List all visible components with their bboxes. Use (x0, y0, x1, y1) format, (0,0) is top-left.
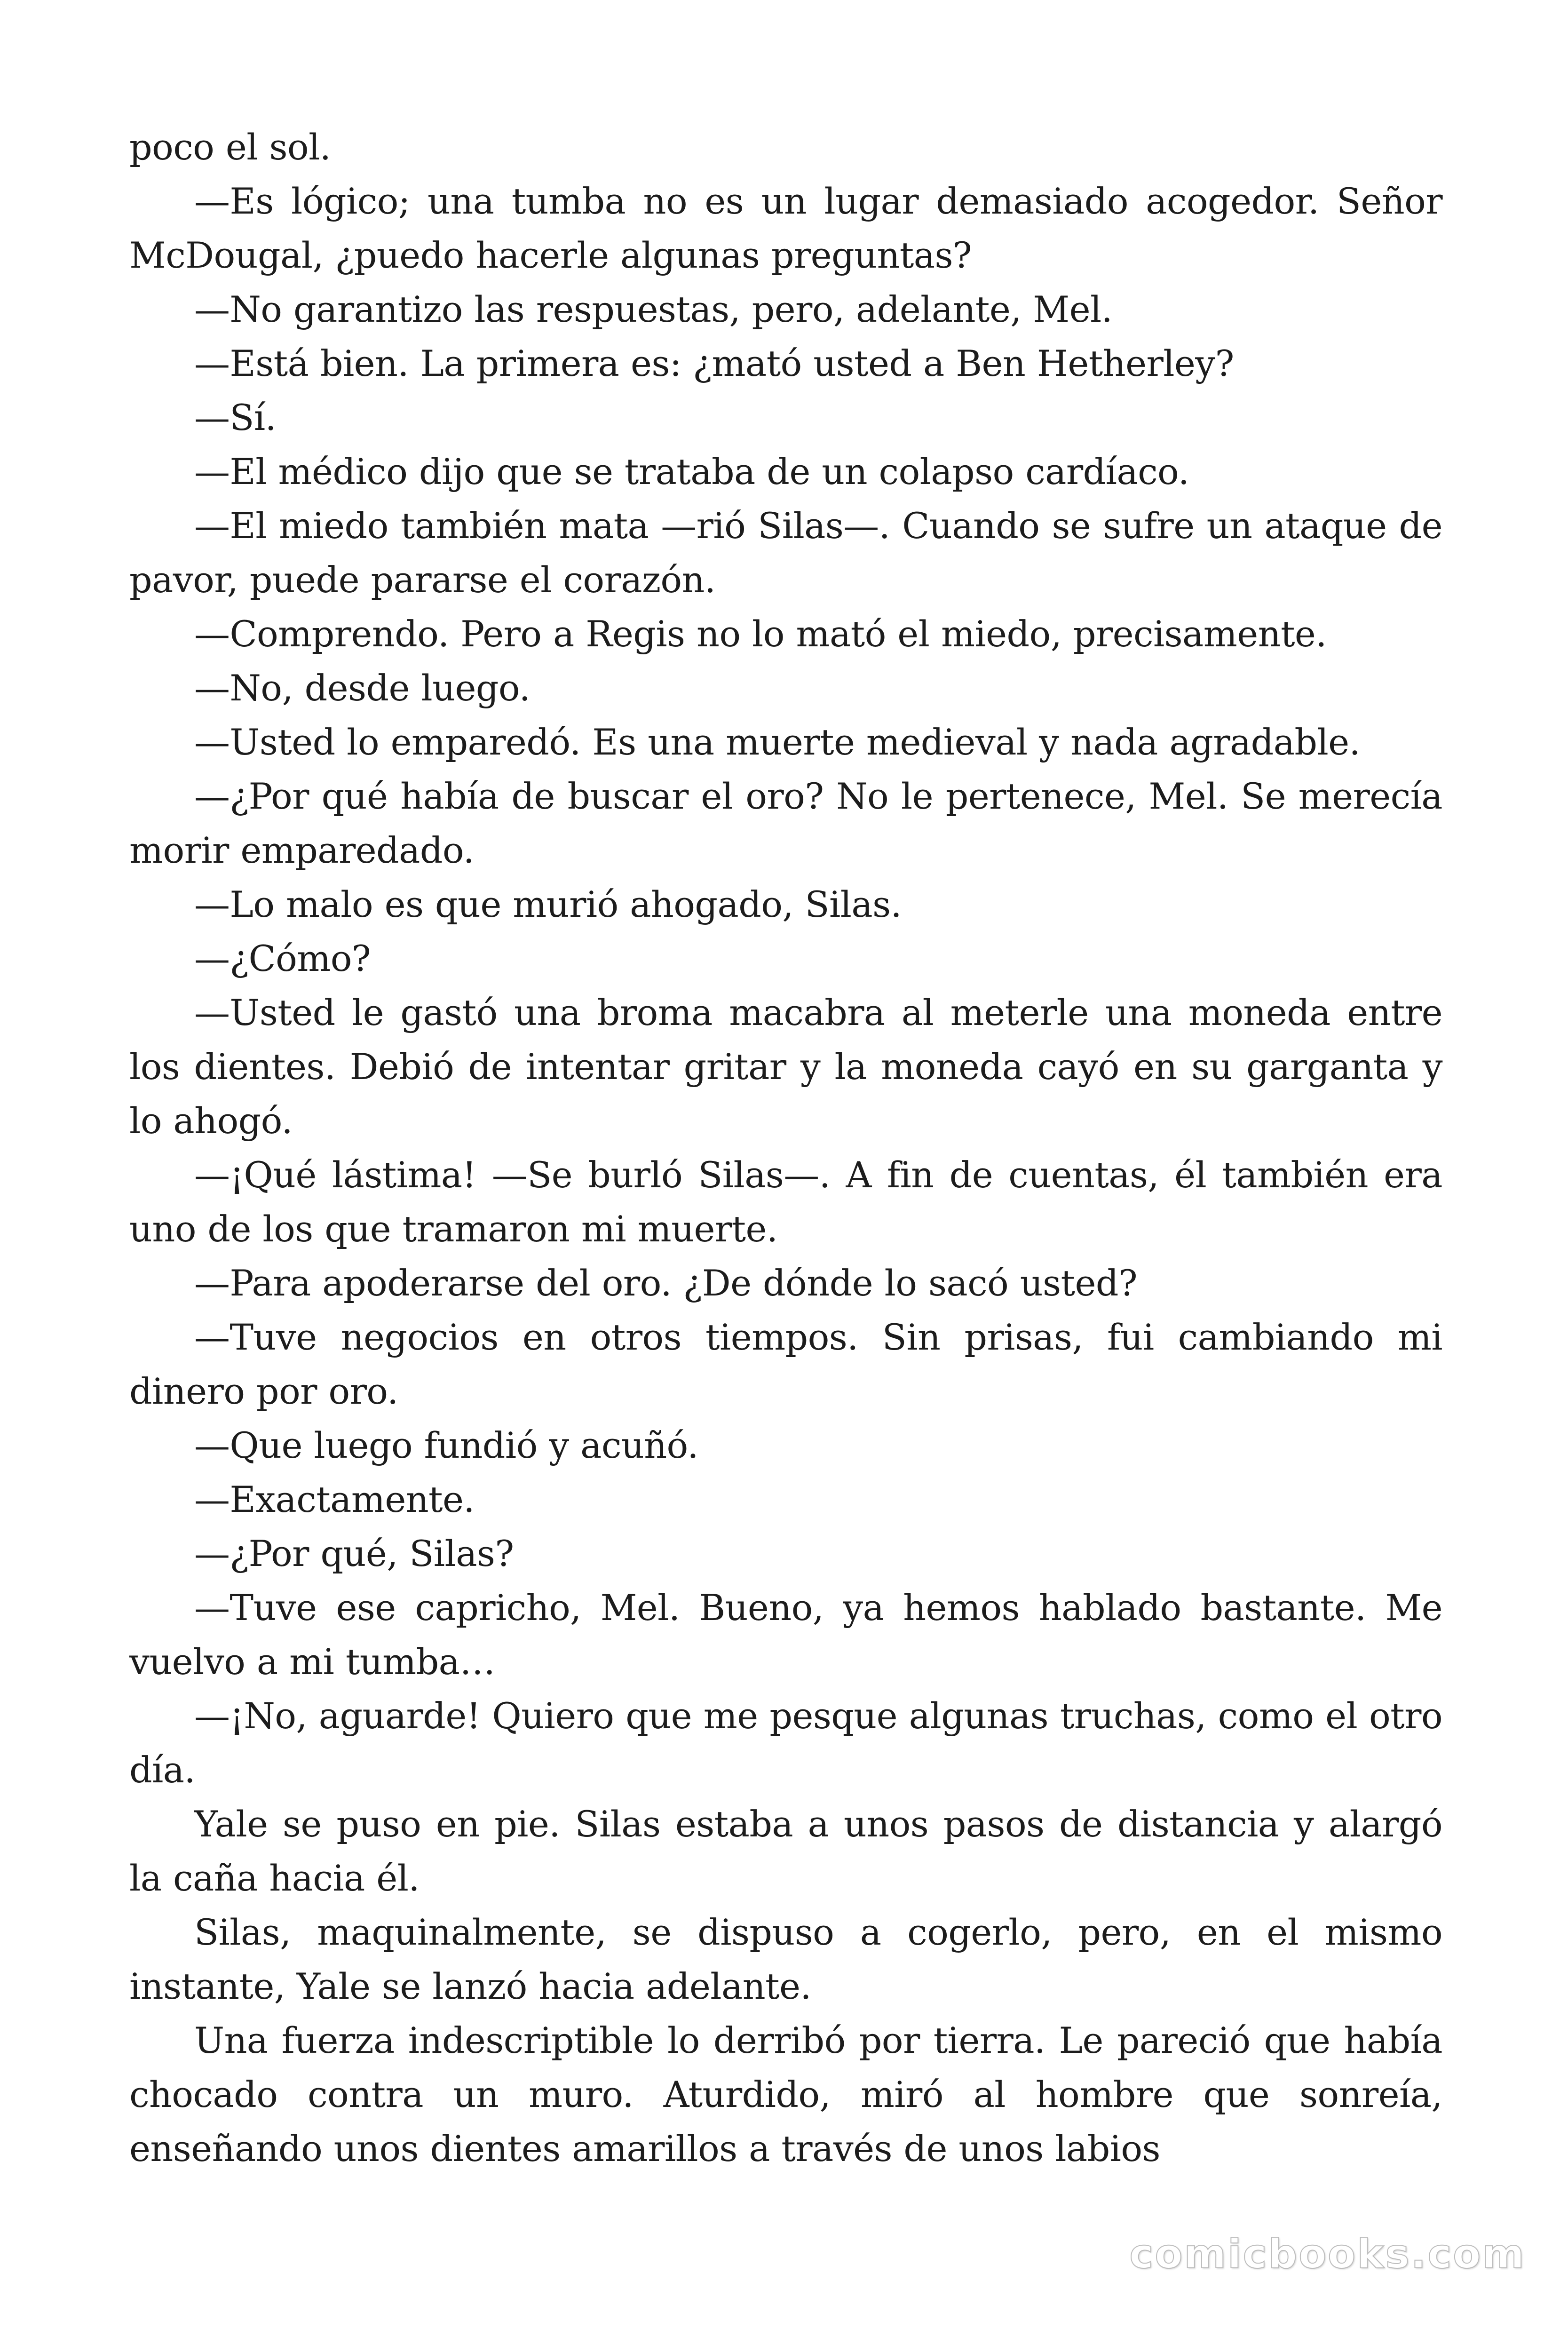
paragraph: —Usted lo emparedó. Es una muerte medieval y nada agradable. (194, 721, 1361, 763)
paragraph: —Para apoderarse del oro. ¿De dónde lo sacó usted? (194, 1262, 1138, 1304)
paragraph: —No garantizo las respuestas, pero, adelante, Mel. (194, 288, 1113, 330)
paragraph: —Es lógico; una tumba no es un lugar demasiado acogedor. Señor McDougal, ¿puedo hacerle algunas preguntas? (129, 180, 1442, 276)
paragraph: —Tuve negocios en otros tiempos. Sin prisas, fui cambiando mi dinero por oro. (129, 1316, 1442, 1412)
paragraph: —Exactamente. (194, 1478, 475, 1520)
paragraph: —¿Por qué, Silas? (194, 1533, 514, 1574)
paragraph: —Está bien. La primera es: ¿mató usted a Ben Hetherley? (194, 342, 1234, 384)
paragraph: —Tuve ese capricho, Mel. Bueno, ya hemos hablado bastante. Me vuelvo a mi tumba… (129, 1587, 1442, 1683)
paragraph: —El miedo también mata —rió Silas—. Cuando se sufre un ataque de pavor, puede pararse el corazón. (129, 505, 1442, 601)
paragraph: —Sí. (194, 397, 277, 438)
paragraph: —El médico dijo que se trataba de un colapso cardíaco. (194, 451, 1189, 493)
paragraph: —Comprendo. Pero a Regis no lo mató el miedo, precisamente. (194, 613, 1327, 655)
watermark-logo: comicbooks.com (1129, 2231, 1526, 2278)
paragraph: —Que luego fundió y acuñó. (194, 1424, 698, 1466)
paragraph: —¿Por qué había de buscar el oro? No le pertenece, Mel. Se merecía morir emparedado. (129, 775, 1442, 871)
paragraph: —¡Qué lástima! —Se burló Silas—. A fin de cuentas, él también era uno de los que tramaron mi muerte. (129, 1154, 1442, 1250)
paragraph: Yale se puso en pie. Silas estaba a unos pasos de distancia y alargó la caña hacia él. (129, 1803, 1442, 1899)
paragraph: —¿Cómo? (194, 938, 371, 979)
body-text (129, 120, 1442, 2176)
paragraph: —No, desde luego. (194, 667, 531, 709)
paragraph: Silas, maquinalmente, se dispuso a cogerlo, pero, en el mismo instante, Yale se lanzó hacia adelante. (129, 1911, 1442, 2007)
paragraph-continuation: poco el sol. (129, 126, 331, 168)
paragraph: —Usted le gastó una broma macabra al meterle una moneda entre los dientes. Debió de intentar gritar y la moneda cayó en su garganta y lo ahogó. (129, 992, 1442, 1142)
paragraph: —¡No, aguarde! Quiero que me pesque algunas truchas, como el otro día. (129, 1695, 1442, 1791)
paragraph: —Lo malo es que murió ahogado, Silas. (194, 883, 902, 925)
paragraph: Una fuerza indescriptible lo derribó por tierra. Le pareció que había chocado contra un muro. Aturdido, miró al hombre que sonreía, enseñando unos dientes amarillos a través de unos labios (129, 2019, 1442, 2169)
